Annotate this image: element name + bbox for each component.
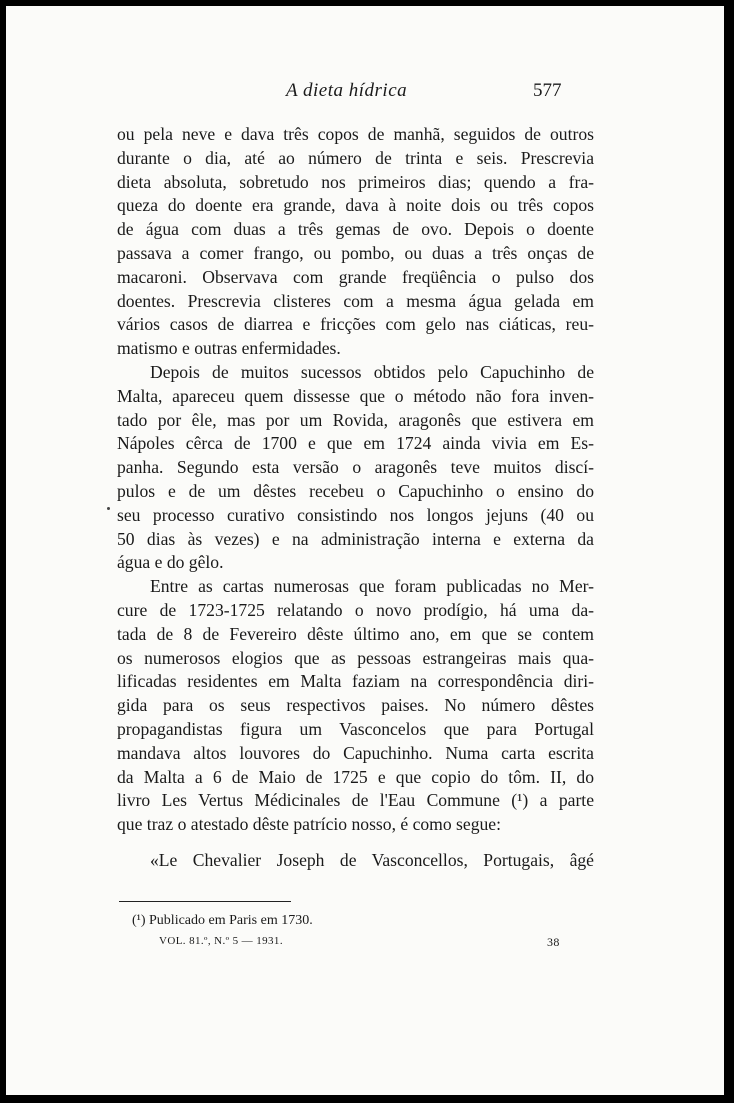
text-line: pulos e de um dêstes recebeu o Capuchinho o ensino do	[117, 480, 594, 501]
text-line: vários casos de diarrea e fricções com gelo nas ciáticas, reu-	[117, 314, 594, 335]
text-line: propagandistas figura um Vasconcelos que para Portugal	[117, 718, 594, 739]
text-line: matismo e outras enfermidades.	[117, 338, 341, 359]
text-line: doentes. Prescrevia clisteres com a mesma água gelada em	[117, 290, 594, 311]
text-line: livro Les Vertus Médicinales de l'Eau Commune (¹) a parte	[117, 790, 594, 811]
page-number: 577	[533, 80, 562, 101]
text-line: que traz o atestado dêste patrício nosso, é como segue:	[117, 814, 502, 835]
text-line: Depois de muitos sucessos obtidos pelo Capuchinho de	[150, 361, 594, 382]
paragraph	[117, 361, 594, 575]
text-line: de água com duas a três gemas de ovo. Depois o doente	[117, 219, 594, 240]
text-line: Nápoles cêrca de 1700 e que em 1724 ainda vivia em Es-	[117, 433, 594, 454]
text-line: passava a comer frango, ou pombo, ou duas a três onças de	[117, 242, 594, 263]
text-line: panha. Segundo esta versão o aragonês teve muitos discí-	[117, 457, 594, 478]
text-line: cure de 1723-1725 relatando o novo prodígio, há uma da-	[117, 599, 594, 620]
running-title: A dieta hídrica	[286, 80, 408, 101]
body-text	[117, 123, 594, 873]
text-line: «Le Chevalier Joseph de Vasconcellos, Portugais, âgé	[150, 849, 594, 870]
text-line: tado por êle, mas por um Rovida, aragonês que estivera em	[117, 409, 594, 430]
ink-speck	[107, 507, 110, 510]
footnote: (¹) Publicado em Paris em 1730.	[132, 913, 313, 928]
text-line: dieta absoluta, sobretudo nos primeiros dias; quendo a fra-	[117, 171, 594, 192]
running-head	[6, 80, 724, 106]
volume-info: VOL. 81.º, N.º 5 — 1931.	[159, 935, 283, 947]
paragraph	[117, 575, 594, 837]
text-line: da Malta a 6 de Maio de 1725 e que copio do tôm. II, do	[117, 766, 594, 787]
text-line: seu processo curativo consistindo nos longos jejuns (40 ou	[117, 504, 594, 525]
sheet-number: 38	[547, 935, 560, 949]
text-line: durante o dia, até ao número de trinta e seis. Prescrevia	[117, 147, 594, 168]
text-line: gida para os seus respectivos paises. No número dêstes	[117, 695, 594, 716]
text-line: mandava altos louvores do Capuchinho. Numa carta escrita	[117, 742, 594, 763]
text-line: lificadas residentes em Malta faziam na correspondência diri-	[117, 671, 594, 692]
footnote-rule	[119, 901, 291, 902]
text-line: ou pela neve e dava três copos de manhã, seguidos de outros	[117, 124, 594, 144]
paragraph	[117, 123, 594, 361]
text-line: 50 dias às vezes) e na administração interna e externa da	[117, 528, 594, 549]
text-line: macaroni. Observava com grande freqüência o pulso dos	[117, 266, 594, 287]
book-page	[6, 6, 724, 1095]
text-line: água e do gêlo.	[117, 552, 224, 573]
text-line: Malta, apareceu quem dissesse que o método não fora inven-	[117, 385, 594, 406]
quotation	[117, 849, 594, 873]
text-line: Entre as cartas numerosas que foram publicadas no Mer-	[150, 576, 594, 597]
text-line: os numerosos elogios que as pessoas estrangeiras mais qua-	[117, 647, 594, 668]
text-line: queza do doente era grande, dava à noite dois ou três copos	[117, 195, 594, 216]
text-line: tada de 8 de Fevereiro dêste último ano, em que se contem	[117, 623, 594, 644]
